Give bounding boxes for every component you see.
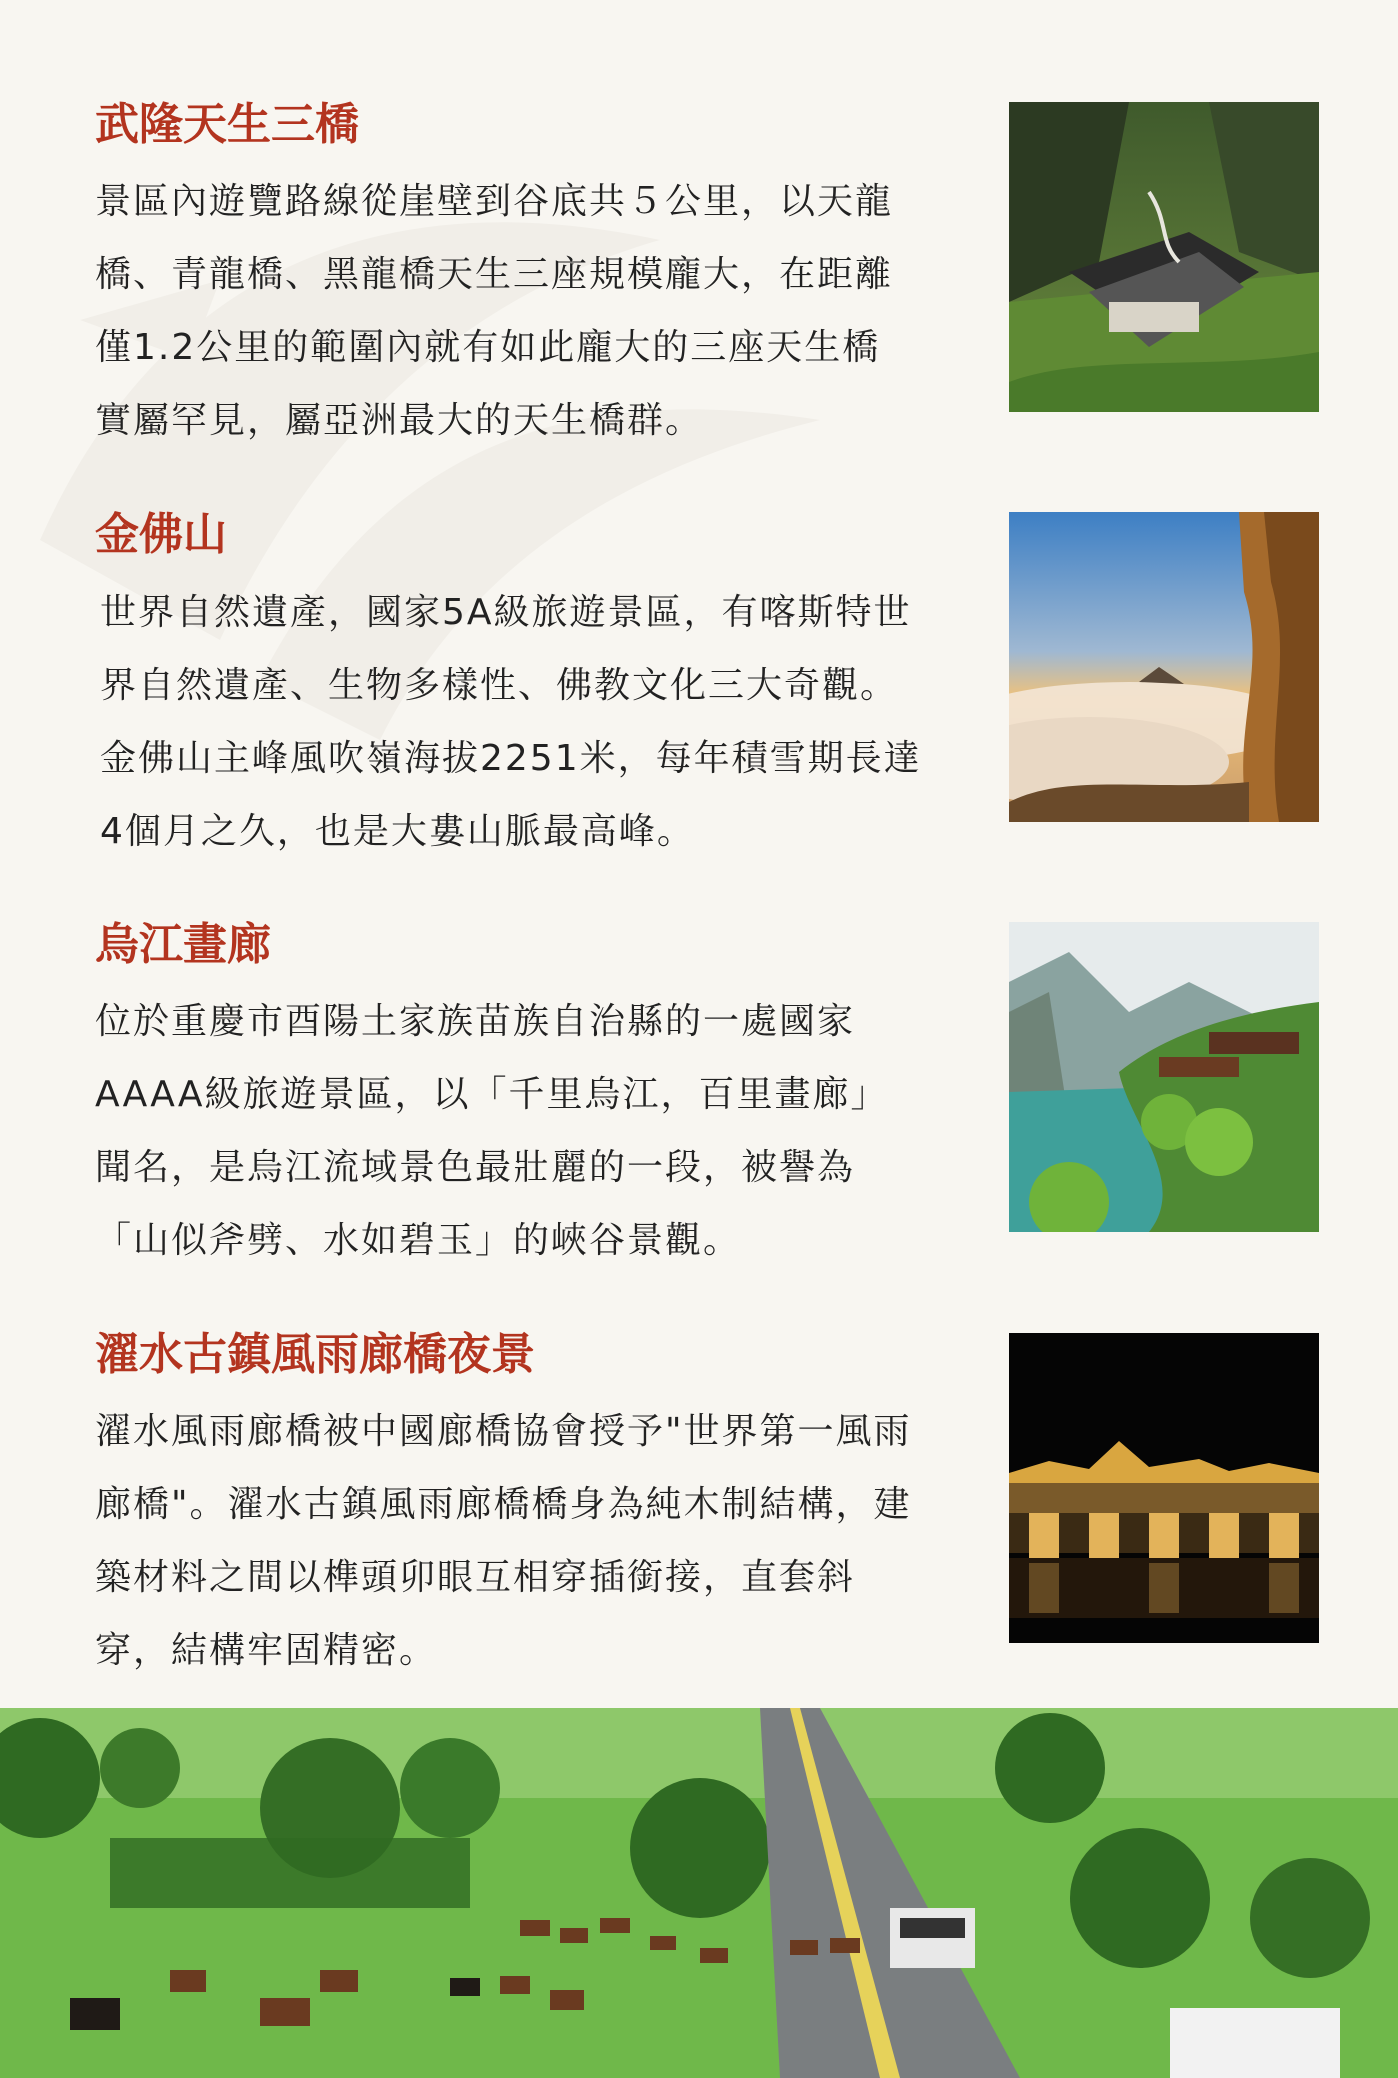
section-description: [95, 165, 975, 457]
description-line: 「山似斧劈、水如碧玉」的峽谷景觀。: [95, 1220, 742, 1261]
description-line: 位於重慶市酉陽土家族苗族自治縣的一處國家: [95, 1001, 856, 1042]
description-line: 僅1.2公里的範圍內就有如此龐大的三座天生橋: [95, 327, 881, 368]
section-title: 濯水古鎮風雨廊橋夜景: [95, 1329, 535, 1380]
section-title: 武隆天生三橋: [95, 99, 359, 150]
description-line: 界自然遺產、生物多樣性、佛教文化三大奇觀。: [100, 665, 899, 706]
description-line: 廊橋"。濯水古鎮風雨廊橋橋身為純木制結構，建: [95, 1484, 912, 1525]
cliff-sea-of-clouds-photo: [1009, 512, 1319, 822]
description-line: 實屬罕見，屬亞洲最大的天生橋群。: [95, 400, 704, 441]
description-line: AAAA級旅遊景區，以「千里烏江，百里畫廊」: [95, 1074, 889, 1115]
section-description: [95, 1395, 975, 1687]
description-line: 穿，結構牢固精密。: [95, 1630, 438, 1671]
description-line: 橋、青龍橋、黑龍橋天生三座規模龐大，在距離: [95, 254, 894, 295]
description-line: 聞名，是烏江流域景色最壯麗的一段，被譽為: [95, 1147, 856, 1188]
section-description: [95, 985, 975, 1277]
description-line: 濯水風雨廊橋被中國廊橋協會授予"世界第一風雨: [95, 1411, 912, 1452]
section-description: [100, 576, 980, 868]
description-line: 金佛山主峰風吹嶺海拔2251米，每年積雪期長達: [100, 738, 922, 779]
section-title: 烏江畫廊: [95, 919, 271, 970]
grassland-road-photo: [0, 1708, 1398, 2078]
description-line: 世界自然遺產，國家5A級旅遊景區，有喀斯特世: [100, 592, 912, 633]
description-line: 4個月之久，也是大婁山脈最高峰。: [100, 811, 695, 852]
description-line: 景區內遊覽路線從崖壁到谷底共５公里，以天龍: [95, 181, 894, 222]
covered-bridge-night-photo: [1009, 1333, 1319, 1643]
gorge-village-photo: [1009, 102, 1319, 412]
description-line: 築材料之間以榫頭卯眼互相穿插銜接，直套斜: [95, 1557, 856, 1598]
section-title: 金佛山: [95, 509, 227, 560]
river-valley-photo: [1009, 922, 1319, 1232]
